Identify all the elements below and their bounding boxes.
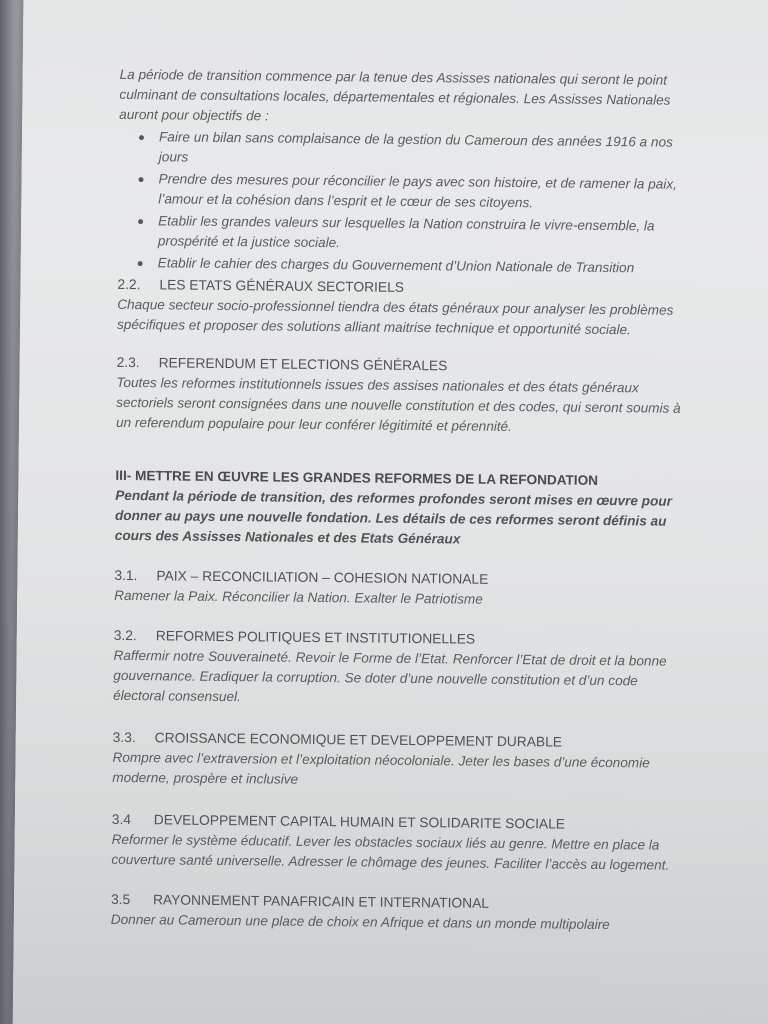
section-3-1 <box>114 566 689 612</box>
section-title: PAIX – RECONCILIATION – COHESION NATIONALE <box>156 568 489 587</box>
section-number: 3.1. <box>114 567 138 584</box>
section-number: 3.2. <box>113 627 137 644</box>
section-text: Chaque secteur socio-professionnel tiendra des états généraux pour analyser les problèmes spécifiques et proposer des solutions alliant maitrise technique et opportunité sociale. <box>116 296 674 338</box>
section-number: 3.5 <box>110 891 131 908</box>
section-3-2 <box>113 626 689 712</box>
section-3-3 <box>112 728 688 794</box>
section-title: REFERENDUM ET ELECTIONS GÉNÉRALES <box>158 355 448 374</box>
document-body <box>111 65 695 936</box>
section-3-4 <box>111 810 687 876</box>
section-text: Toutes les reformes institutionnels issues des assises nationales et des états généraux sectoriels seront consignées dans une nouvelle constitution et des codes, qui seront soumis à un referendum populaire pour leur conférer légitimité et pérennité. <box>115 374 681 435</box>
section-2-3 <box>116 353 692 439</box>
section-text: Ramener la Paix. Réconcilier la Nation. Exalter le Patriotisme <box>114 587 483 607</box>
list-item: Faire un bilan sans complaisance de la gestion du Cameroun des années 1916 a nos jours <box>159 127 694 173</box>
section-text: Rompre avec l’extraversion et l’exploitation néocoloniale. Jeter les bases d’une économie moderne, prospère et inclusive <box>112 749 650 787</box>
part-3-title: III- METTRE EN ŒUVRE LES GRANDES REFORMES DE LA REFONDATION <box>115 467 599 488</box>
list-item: Etablir les grandes valeurs sur lesquelles la Nation construira le vivre-ensemble, la prospérité et la justice sociale. <box>158 211 693 257</box>
section-number: 3.4 <box>111 811 132 828</box>
list-item: Prendre des mesures pour réconcilier le pays avec son histoire, et de ramener la paix, l’amour et la cohésion dans l’esprit et le cœur de ses citoyens. <box>158 169 693 215</box>
objectives-list <box>118 127 694 279</box>
list-item: Etablir le cahier des charges du Gouvernement d’Union Nationale de Transition <box>158 253 693 279</box>
section-text: Donner au Cameroun une place de choix en Afrique et dans un monde multipolaire <box>110 911 610 933</box>
section-number: 2.3. <box>116 354 140 371</box>
section-title: LES ETATS GÉNÉRAUX SECTORIELS <box>159 277 405 295</box>
paper-sheet <box>12 0 768 1024</box>
section-title: DEVELOPPEMENT CAPITAL HUMAIN ET SOLIDARITE SOCIALE <box>153 812 566 832</box>
section-number: 3.3. <box>112 729 136 746</box>
intro-paragraph: La période de transition commence par la tenue des Assisses nationales qui seront le point culminant de consultations locales, départementales et régionales. Les Assisses Nationales auront pour objectifs de : <box>119 66 671 124</box>
section-title: REFORMES POLITIQUES ET INSTITUTIONELLES <box>155 628 476 647</box>
section-text: Raffermir notre Souveraineté. Revoir le Forme de l’Etat. Renforcer l’Etat de droit et la bonne gouvernance. Eradiquer la corruption. Se doter d’une nouvelle constitution et d’un code électoral consensuel. <box>113 647 667 705</box>
section-text: Reformer le système éducatif. Lever les obstacles sociaux liés au genre. Mettre en place la couverture santé universelle. Adresser le chômage des jeunes. Faciliter l’accès au logement. <box>111 831 670 873</box>
part-3-lead: Pendant la période de transition, des reformes profondes seront mises en œuvre pour donner au pays une nouvelle fondation. Les détails de ces reformes seront définis au cours des Assisses Nationales et des Etats Généraux <box>114 487 673 547</box>
section-number: 2.2. <box>117 276 141 293</box>
section-2-2 <box>117 275 693 341</box>
section-title: CROISSANCE ECONOMIQUE ET DEVELOPPEMENT DURABLE <box>154 730 563 750</box>
section-title: RAYONNEMENT PANAFRICAIN ET INTERNATIONAL <box>152 892 490 911</box>
section-3-5 <box>111 890 686 936</box>
